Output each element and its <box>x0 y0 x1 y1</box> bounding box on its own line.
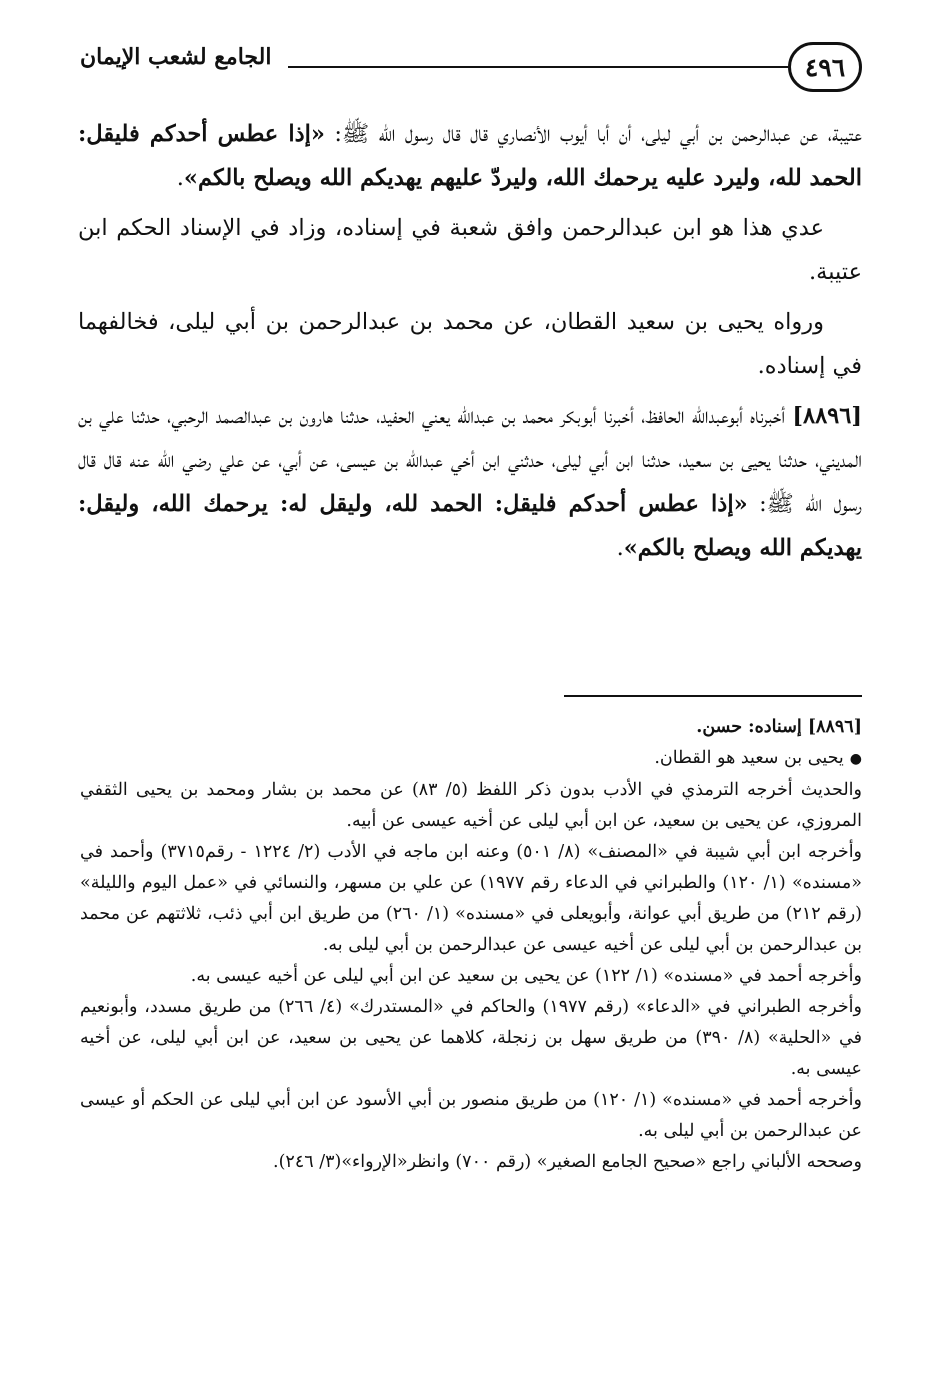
paragraph-4-end: . <box>616 535 624 561</box>
paragraph-1 <box>78 112 862 200</box>
footnote-6: وصححه الألباني راجع «صحيح الجامع الصغير» (رقم ٧٠٠) وانظر«الإرواء»(٣/ ٢٤٦). <box>273 1152 862 1172</box>
running-title: الجامع لشعب الإيمان <box>80 44 272 70</box>
paragraph-4 <box>78 394 862 570</box>
footnote-5: وأخرجه أحمد في «مسنده» (١/ ١٢٠) من طريق منصور بن أبي الأسود عن ابن أبي ليلى عن الحكم أو عيسى عن عبدالرحمن بن أبي ليلى به. <box>80 1090 862 1141</box>
paragraph-1-end: . <box>176 165 184 191</box>
page-header <box>80 38 862 94</box>
page-number: ٤٩٦ <box>788 42 862 92</box>
paragraph-2: عدي هذا هو ابن عبدالرحمن وافق شعبة في إسناده، وزاد في الإسناد الحكم ابن عتيبة. <box>78 215 862 285</box>
footnote-2: وأخرجه ابن أبي شيبة في «المصنف» (٨/ ٥٠١) وعنه ابن ماجه في الأدب (٢/ ١٢٢٤ - رقم٣٧١٥) وأحمد في «مسنده» (١/ ١٢٠) والطبراني في الدعاء رقم ١٩٧٧) عن علي بن مسهر، والنسائي في «عمل اليوم والليلة» (رقم ٢١٢) من طريق أبي عوانة، وأبويعلى في «مسنده» (١/ ٢٦٠) من طريق ابن أبي ذئب، ثلاثتهم عن محمد بن عبدالرحمن بن أبي ليلى عن أخيه عيسى عن عبدالرحمن بن أبي ليلى به. <box>80 842 863 955</box>
paragraph-3: ورواه يحيى بن سعيد القطان، عن محمد بن عبدالرحمن بن أبي ليلى، فخالفهما في إسناده. <box>78 309 862 379</box>
footnote-rule <box>564 695 862 697</box>
footnote-3: وأخرجه أحمد في «مسنده» (١/ ١٢٢) عن يحيى بن سعيد عن ابن أبي ليلى عن أخيه عيسى به. <box>190 966 862 986</box>
paragraph-4-text: أخبرناه أبوعبدالله الحافظ، أخبرنا أبوبكر محمد بن عبدالله يعني الحفيد، حدثنا هارون بن عبدالصمد الرحبي، حدثنا علي بن المديني، حدثنا يحيى بن سعيد، حدثنا ابن أبي ليلى، حدثني ابن أخي عبدالله بن عيسى، عن أبي، عن علي رضي الله عنه قال قال رسول الله ﷺ: <box>78 403 862 517</box>
footnote-bullet-text: يحيى بن سعيد هو القطان. <box>654 748 844 768</box>
footnote-heading: [٨٨٩٦] إسناده: حسن. <box>696 717 862 737</box>
bullet-icon: ● <box>849 751 862 767</box>
footnote-bullet-line <box>80 743 862 775</box>
footnote-1: والحديث أخرجه الترمذي في الأدب بدون ذكر اللفظ (٥/ ٨٣) عن محمد بن بشار ومحمد بن يحيى الثقفي المروزي، عن يحيى بن سعيد، عن ابن أبي ليلى عن أخيه عيسى عن أبيه. <box>80 780 862 831</box>
footnote-4: وأخرجه الطبراني في «الدعاء» (رقم ١٩٧٧) والحاكم في «المستدرك» (٤/ ٢٦٦) من طريق مسدد، وأبونعيم في «الحلية» (٨/ ٣٩٠) من طريق سهل بن زنجلة، كلاهما عن يحيى بن سعيد، عن ابن أبي ليلى، عن أخيه عيسى به. <box>80 997 862 1079</box>
paragraph-4-hadith: «إذا عطس أحدكم فليقل: الحمد لله، وليقل له: يرحمك الله، وليقل: يهديكم الله ويصلح بالكم» <box>78 491 862 561</box>
main-text <box>78 112 862 570</box>
paragraph-1-text: عتيبة، عن عبدالرحمن بن أبي ليلى، أن أبا أيوب الأنصاري قال قال رسول الله ﷺ: <box>324 121 863 147</box>
paragraph-1-hadith: «إذا عطس أحدكم فليقل: الحمد لله، وليرد عليه يرحمك الله، وليردّ عليهم يهديكم الله ويصلح بالكم» <box>78 121 862 191</box>
footnotes <box>80 712 862 1178</box>
hadith-number: [٨٨٩٦] <box>792 403 862 429</box>
header-rule <box>288 66 788 68</box>
